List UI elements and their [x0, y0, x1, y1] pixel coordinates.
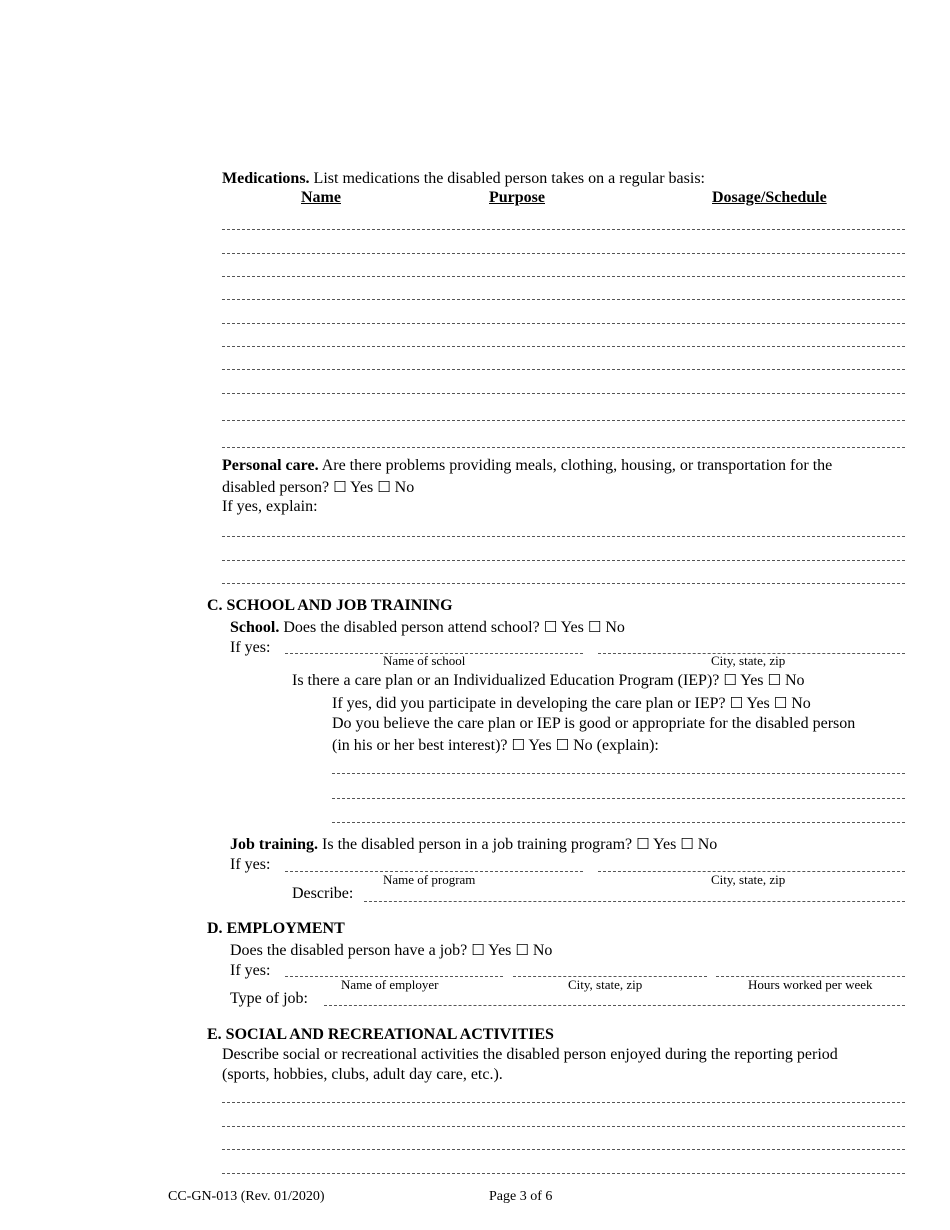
medication-entry-line[interactable]: [222, 447, 905, 448]
believe-explain-line[interactable]: [332, 773, 905, 774]
participate-yes-checkbox[interactable]: ☐: [729, 694, 744, 712]
medication-entry-line[interactable]: [222, 229, 905, 230]
employer-name-caption: Name of employer: [341, 977, 439, 992]
job-training-yes-checkbox[interactable]: ☐: [636, 835, 650, 853]
school-city-caption: City, state, zip: [711, 653, 786, 668]
employer-city-caption: City, state, zip: [568, 977, 643, 992]
program-name-caption: Name of program: [383, 872, 476, 887]
believe-question-text: (in his or her best interest)?: [332, 737, 508, 754]
believe-yes-label: Yes: [528, 737, 552, 754]
iep-yes-checkbox[interactable]: ☐: [723, 671, 737, 689]
personal-care-explain-line[interactable]: [222, 560, 905, 561]
activities-entry-line[interactable]: [222, 1102, 905, 1103]
employment-yes-checkbox[interactable]: ☐: [471, 941, 485, 959]
school-heading: School.: [230, 619, 280, 636]
employment-if-yes-label: If yes:: [230, 962, 271, 979]
activities-entry-line[interactable]: [222, 1126, 905, 1127]
medication-entry-line[interactable]: [222, 393, 905, 394]
section-e-title: E. SOCIAL AND RECREATIONAL ACTIVITIES: [207, 1026, 554, 1043]
type-of-job-label: Type of job:: [230, 990, 308, 1007]
school-question-text: Does the disabled person attend school?: [283, 619, 540, 636]
school-no-label: No: [605, 619, 625, 636]
personal-care-explain-label: If yes, explain:: [222, 498, 318, 515]
employment-question: [230, 940, 552, 961]
iep-no-checkbox[interactable]: ☐: [767, 671, 781, 689]
participate-no-checkbox[interactable]: ☐: [773, 694, 788, 712]
participate-no-label: No: [791, 695, 811, 712]
personal-care-text-2: disabled person?: [222, 479, 330, 496]
job-training-text: Is the disabled person in a job training program?: [322, 836, 633, 853]
medication-entry-line[interactable]: [222, 323, 905, 324]
iep-yes-label: Yes: [740, 672, 764, 689]
school-if-yes-label: If yes:: [230, 639, 271, 656]
personal-care-question: [222, 456, 832, 476]
program-city-caption: City, state, zip: [711, 872, 786, 887]
employment-no-label: No: [532, 942, 553, 959]
medication-entry-line[interactable]: [222, 420, 905, 421]
job-training-no-label: No: [697, 836, 718, 853]
believe-no-explain-label: No (explain):: [573, 737, 659, 754]
activities-entry-line[interactable]: [222, 1149, 905, 1150]
school-yes-checkbox[interactable]: ☐: [543, 618, 558, 636]
section-c-title: C. SCHOOL AND JOB TRAINING: [207, 597, 453, 614]
medications-prompt: [222, 169, 705, 189]
believe-question-line2: [332, 735, 659, 756]
medication-entry-line[interactable]: [222, 346, 905, 347]
iep-question-text: Is there a care plan or an Individualized Education Program (IEP)?: [292, 672, 720, 689]
iep-no-label: No: [784, 672, 805, 689]
page-number: Page 3 of 6: [489, 1189, 553, 1204]
personal-care-yes-checkbox[interactable]: ☐: [333, 478, 347, 496]
participate-question: [332, 693, 811, 714]
participate-question-text: If yes, did you participate in developing the care plan or IEP?: [332, 695, 726, 712]
school-yes-label: Yes: [560, 619, 584, 636]
medication-entry-line[interactable]: [222, 253, 905, 254]
personal-care-explain-line[interactable]: [222, 583, 905, 584]
job-training-question: [230, 834, 717, 855]
section-d-title: D. EMPLOYMENT: [207, 920, 345, 937]
believe-explain-line[interactable]: [332, 798, 905, 799]
medications-text: List medications the disabled person takes on a regular basis:: [313, 170, 705, 187]
col-purpose-header: Purpose: [489, 189, 545, 206]
form-id: CC-GN-013 (Rev. 01/2020): [168, 1189, 325, 1204]
school-question: [230, 617, 625, 638]
job-training-heading: Job training.: [230, 836, 319, 853]
school-no-checkbox[interactable]: ☐: [587, 618, 602, 636]
col-name-header: Name: [301, 189, 341, 206]
col-dosage-header: Dosage/Schedule: [712, 189, 827, 206]
school-name-caption: Name of school: [383, 653, 466, 668]
believe-question-line1: Do you believe the care plan or IEP is good or appropriate for the disabled person: [332, 715, 856, 732]
employment-yes-label: Yes: [488, 942, 512, 959]
personal-care-heading: Personal care.: [222, 457, 319, 474]
describe-field[interactable]: [364, 901, 905, 902]
job-if-yes-label: If yes:: [230, 856, 271, 873]
believe-yes-checkbox[interactable]: ☐: [511, 736, 525, 754]
type-of-job-field[interactable]: [324, 1005, 905, 1006]
hours-caption: Hours worked per week: [748, 977, 873, 992]
employment-no-checkbox[interactable]: ☐: [515, 941, 529, 959]
medication-entry-line[interactable]: [222, 276, 905, 277]
describe-label: Describe:: [292, 885, 354, 902]
medication-entry-line[interactable]: [222, 369, 905, 370]
personal-care-no-checkbox[interactable]: ☐: [377, 478, 391, 496]
iep-question: [292, 670, 805, 691]
job-training-yes-label: Yes: [653, 836, 677, 853]
believe-explain-line[interactable]: [332, 822, 905, 823]
medications-heading: Medications.: [222, 170, 310, 187]
job-training-no-checkbox[interactable]: ☐: [680, 835, 694, 853]
personal-care-text: Are there problems providing meals, clothing, housing, or transportation for the: [321, 457, 833, 474]
personal-care-explain-line[interactable]: [222, 536, 905, 537]
activities-entry-line[interactable]: [222, 1173, 905, 1174]
activities-prompt-line1: Describe social or recreational activities the disabled person enjoyed during the reporting period: [222, 1046, 838, 1063]
personal-care-question-line2: [222, 477, 414, 498]
personal-care-yes-label: Yes: [349, 479, 374, 496]
personal-care-no-label: No: [394, 479, 415, 496]
participate-yes-label: Yes: [746, 695, 770, 712]
employment-question-text: Does the disabled person have a job?: [230, 942, 468, 959]
believe-no-checkbox[interactable]: ☐: [555, 736, 570, 754]
medication-entry-line[interactable]: [222, 299, 905, 300]
activities-prompt-line2: (sports, hobbies, clubs, adult day care, etc.).: [222, 1066, 503, 1083]
